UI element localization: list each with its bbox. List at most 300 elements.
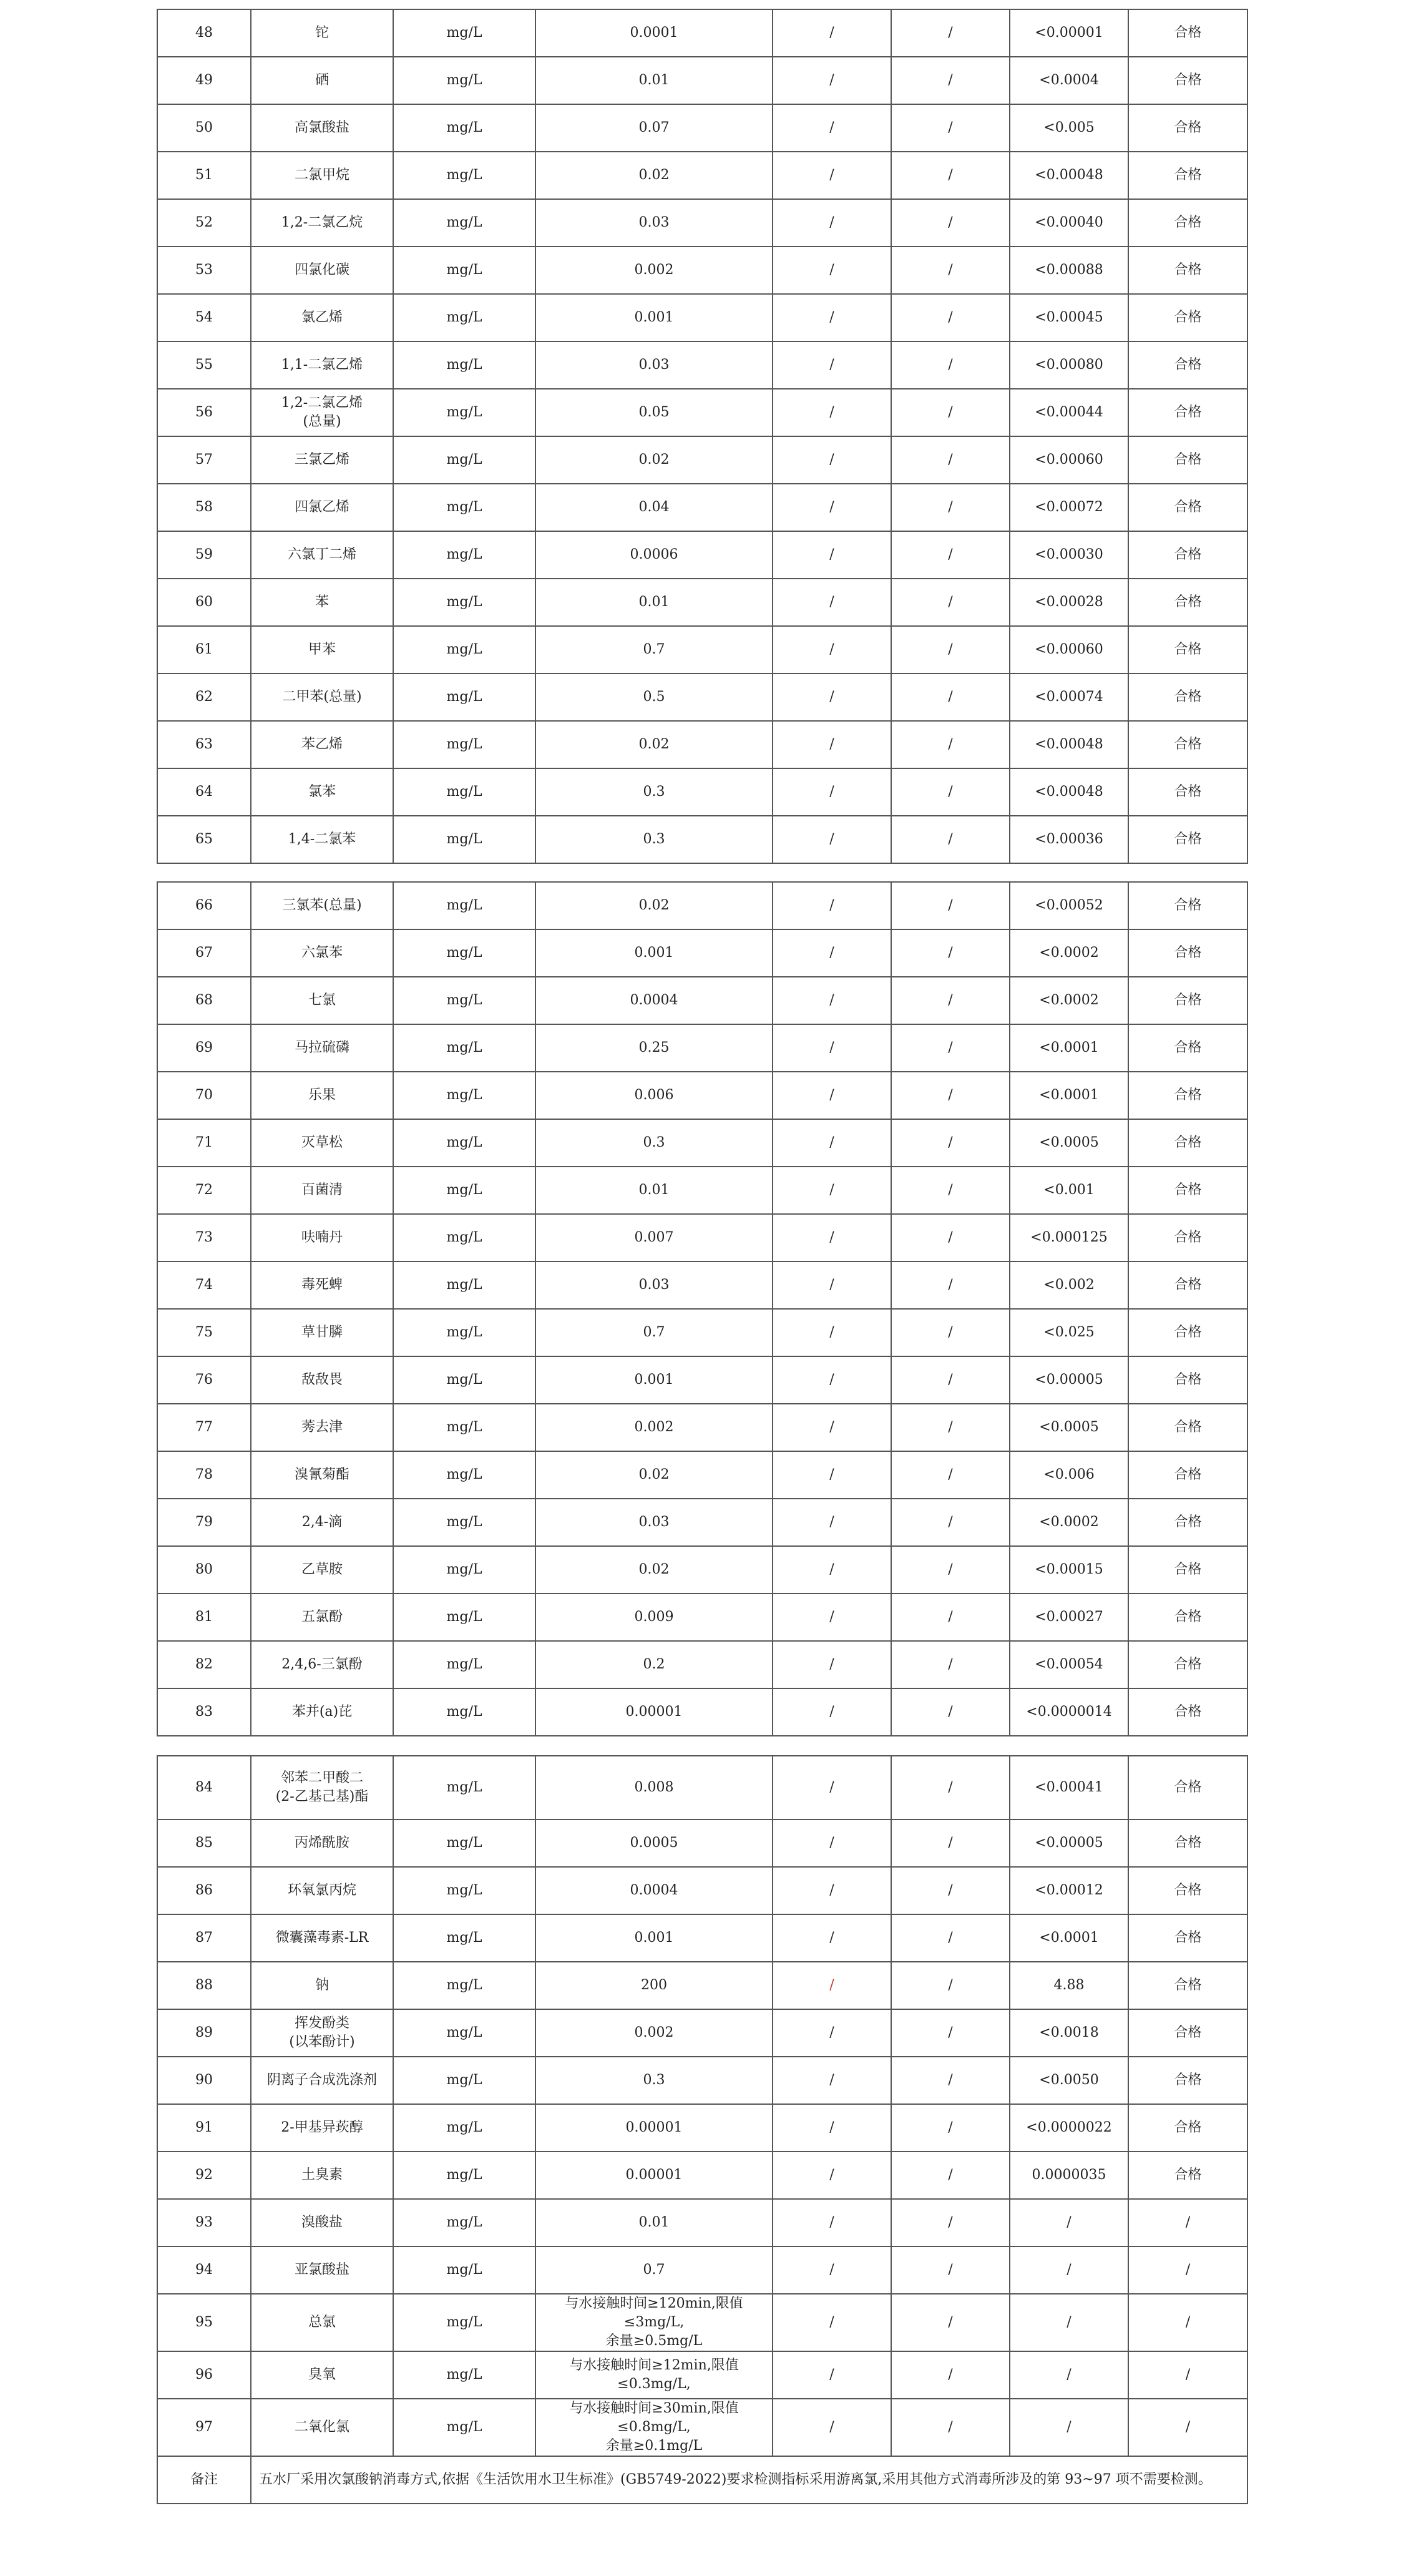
blank-col-a: /	[773, 1024, 891, 1072]
row-number: 58	[157, 484, 251, 531]
limit-value: 与水接触时间≥12min,限值≤0.3mg/L,	[535, 2351, 773, 2399]
row-number: 96	[157, 2351, 251, 2399]
item-name: 1,2-二氯乙烯 (总量)	[251, 389, 393, 436]
row-number: 70	[157, 1072, 251, 1119]
row-number: 63	[157, 721, 251, 768]
verdict: 合格	[1128, 2009, 1247, 2057]
limit-value: 0.03	[535, 341, 773, 389]
table-row	[157, 1756, 1247, 1819]
row-number: 80	[157, 1546, 251, 1594]
note-label: 备注	[157, 2456, 251, 2504]
item-name: 2,4,6-三氯酚	[251, 1641, 393, 1688]
test-result: <0.00048	[1010, 152, 1128, 199]
table-row	[157, 1214, 1247, 1261]
blank-col-a: /	[773, 1641, 891, 1688]
test-result: <0.005	[1010, 104, 1128, 152]
blank-col-a: /	[773, 626, 891, 673]
table-row	[157, 579, 1247, 626]
blank-col-b: /	[891, 1962, 1010, 2009]
unit: mg/L	[393, 1356, 535, 1404]
limit-value: 0.00001	[535, 1688, 773, 1736]
verdict: 合格	[1128, 247, 1247, 294]
item-name: 二氧化氯	[251, 2399, 393, 2456]
blank-col-b: /	[891, 341, 1010, 389]
limit-value: 0.007	[535, 1214, 773, 1261]
unit: mg/L	[393, 104, 535, 152]
unit: mg/L	[393, 1914, 535, 1962]
item-name: 2,4-滴	[251, 1499, 393, 1546]
unit: mg/L	[393, 816, 535, 863]
blank-col-b: /	[891, 1451, 1010, 1499]
blank-col-a: /	[773, 2246, 891, 2294]
table-row	[157, 1119, 1247, 1167]
unit: mg/L	[393, 389, 535, 436]
limit-value: 0.0006	[535, 531, 773, 579]
limit-value: 0.002	[535, 2009, 773, 2057]
verdict: 合格	[1128, 1546, 1247, 1594]
verdict: 合格	[1128, 1356, 1247, 1404]
blank-col-a: /	[773, 673, 891, 721]
table-row	[157, 199, 1247, 247]
unit: mg/L	[393, 1024, 535, 1072]
unit: mg/L	[393, 436, 535, 484]
blank-col-b: /	[891, 1024, 1010, 1072]
verdict: 合格	[1128, 1962, 1247, 2009]
blank-col-a: /	[773, 1451, 891, 1499]
test-result: <0.00012	[1010, 1867, 1128, 1914]
row-number: 82	[157, 1641, 251, 1688]
blank-col-b: /	[891, 1309, 1010, 1356]
test-result: <0.0002	[1010, 1499, 1128, 1546]
item-name: 甲苯	[251, 626, 393, 673]
limit-value: 0.3	[535, 768, 773, 816]
test-result: <0.00041	[1010, 1756, 1128, 1819]
blank-col-b: /	[891, 247, 1010, 294]
blank-col-b: /	[891, 1594, 1010, 1641]
verdict: 合格	[1128, 2104, 1247, 2152]
blank-col-a: /	[773, 1404, 891, 1451]
item-name: 丙烯酰胺	[251, 1819, 393, 1867]
blank-col-a: /	[773, 2009, 891, 2057]
item-name: 三氯乙烯	[251, 436, 393, 484]
unit: mg/L	[393, 1214, 535, 1261]
unit: mg/L	[393, 9, 535, 57]
table-row	[157, 673, 1247, 721]
unit: mg/L	[393, 2246, 535, 2294]
row-number: 69	[157, 1024, 251, 1072]
item-name: 邻苯二甲酸二 (2-乙基己基)酯	[251, 1756, 393, 1819]
table-row	[157, 977, 1247, 1024]
test-result: <0.0001	[1010, 1914, 1128, 1962]
limit-value: 0.3	[535, 2057, 773, 2104]
blank-col-a: /	[773, 389, 891, 436]
unit: mg/L	[393, 721, 535, 768]
row-number: 68	[157, 977, 251, 1024]
table-row	[157, 2152, 1247, 2199]
verdict: 合格	[1128, 1404, 1247, 1451]
limit-value: 0.02	[535, 1451, 773, 1499]
table-row	[157, 57, 1247, 104]
item-name: 六氯丁二烯	[251, 531, 393, 579]
test-result: /	[1010, 2399, 1128, 2456]
item-name: 微囊藻毒素-LR	[251, 1914, 393, 1962]
limit-value: 0.002	[535, 1404, 773, 1451]
test-result: <0.0001	[1010, 1072, 1128, 1119]
item-name: 臭氧	[251, 2351, 393, 2399]
table-row	[157, 341, 1247, 389]
unit: mg/L	[393, 1072, 535, 1119]
unit: mg/L	[393, 57, 535, 104]
test-result: <0.025	[1010, 1309, 1128, 1356]
blank-col-b: /	[891, 721, 1010, 768]
test-result: 0.0000035	[1010, 2152, 1128, 2199]
row-number: 91	[157, 2104, 251, 2152]
blank-col-b: /	[891, 57, 1010, 104]
note-text: 五水厂采用次氯酸钠消毒方式,依据《生活饮用水卫生标准》(GB5749-2022)要求检测指标采用游离氯,采用其他方式消毒所涉及的第 93~97 项不需要检测。	[251, 2456, 1247, 2504]
blank-col-b: /	[891, 1688, 1010, 1736]
verdict: 合格	[1128, 929, 1247, 977]
limit-value: 0.04	[535, 484, 773, 531]
test-result: <0.00072	[1010, 484, 1128, 531]
limit-value: 0.02	[535, 721, 773, 768]
blank-col-a: /	[773, 1214, 891, 1261]
verdict: 合格	[1128, 1867, 1247, 1914]
row-number: 59	[157, 531, 251, 579]
table-row	[157, 2351, 1247, 2399]
blank-col-b: /	[891, 9, 1010, 57]
test-result: <0.0005	[1010, 1119, 1128, 1167]
blank-col-b: /	[891, 484, 1010, 531]
table-row	[157, 2009, 1247, 2057]
verdict: 合格	[1128, 1641, 1247, 1688]
table-row	[157, 436, 1247, 484]
limit-value: 0.00001	[535, 2104, 773, 2152]
item-name: 铊	[251, 9, 393, 57]
verdict: 合格	[1128, 673, 1247, 721]
blank-col-a: /	[773, 199, 891, 247]
limit-value: 0.008	[535, 1756, 773, 1819]
row-number: 52	[157, 199, 251, 247]
unit: mg/L	[393, 199, 535, 247]
test-result: <0.000125	[1010, 1214, 1128, 1261]
row-number: 79	[157, 1499, 251, 1546]
table-row	[157, 2246, 1247, 2294]
item-name: 乐果	[251, 1072, 393, 1119]
test-result: <0.00030	[1010, 531, 1128, 579]
limit-value: 0.0005	[535, 1819, 773, 1867]
test-result: <0.00060	[1010, 626, 1128, 673]
blank-col-a: /	[773, 1499, 891, 1546]
blank-col-b: /	[891, 882, 1010, 929]
table-row	[157, 2294, 1247, 2351]
blank-col-b: /	[891, 768, 1010, 816]
unit: mg/L	[393, 1641, 535, 1688]
limit-value: 0.3	[535, 1119, 773, 1167]
blank-col-b: /	[891, 152, 1010, 199]
limit-value: 与水接触时间≥120min,限值≤3mg/L, 余量≥0.5mg/L	[535, 2294, 773, 2351]
limit-value: 0.7	[535, 2246, 773, 2294]
unit: mg/L	[393, 1962, 535, 2009]
verdict: 合格	[1128, 882, 1247, 929]
limit-value: 0.25	[535, 1024, 773, 1072]
blank-col-b: /	[891, 1214, 1010, 1261]
table-body	[157, 882, 1247, 1736]
blank-col-b: /	[891, 929, 1010, 977]
item-name: 高氯酸盐	[251, 104, 393, 152]
test-result: /	[1010, 2294, 1128, 2351]
item-name: 2-甲基异莰醇	[251, 2104, 393, 2152]
blank-col-a: /	[773, 768, 891, 816]
unit: mg/L	[393, 2399, 535, 2456]
table-body	[157, 1756, 1247, 2504]
blank-col-a: /	[773, 2351, 891, 2399]
blank-col-a: /	[773, 1914, 891, 1962]
row-number: 90	[157, 2057, 251, 2104]
row-number: 64	[157, 768, 251, 816]
blank-col-b: /	[891, 1756, 1010, 1819]
verdict: /	[1128, 2294, 1247, 2351]
item-name: 六氯苯	[251, 929, 393, 977]
table-row	[157, 1356, 1247, 1404]
blank-col-b: /	[891, 1167, 1010, 1214]
verdict: 合格	[1128, 389, 1247, 436]
verdict: 合格	[1128, 1914, 1247, 1962]
note-row	[157, 2456, 1247, 2504]
test-result: <0.002	[1010, 1261, 1128, 1309]
results-table-part-2	[157, 881, 1248, 1736]
table-row	[157, 2057, 1247, 2104]
item-name: 1,1-二氯乙烯	[251, 341, 393, 389]
row-number: 89	[157, 2009, 251, 2057]
row-number: 48	[157, 9, 251, 57]
limit-value: 与水接触时间≥30min,限值≤0.8mg/L, 余量≥0.1mg/L	[535, 2399, 773, 2456]
table-row	[157, 2399, 1247, 2456]
blank-col-a: /	[773, 882, 891, 929]
item-name: 敌敌畏	[251, 1356, 393, 1404]
blank-col-a: /	[773, 57, 891, 104]
limit-value: 0.01	[535, 1167, 773, 1214]
verdict: 合格	[1128, 436, 1247, 484]
table-body	[157, 9, 1247, 863]
row-number: 60	[157, 579, 251, 626]
test-result: <0.006	[1010, 1451, 1128, 1499]
results-table-part-1	[157, 9, 1248, 864]
row-number: 95	[157, 2294, 251, 2351]
row-number: 75	[157, 1309, 251, 1356]
test-result: <0.00048	[1010, 721, 1128, 768]
row-number: 61	[157, 626, 251, 673]
table-row	[157, 104, 1247, 152]
unit: mg/L	[393, 1594, 535, 1641]
blank-col-b: /	[891, 2294, 1010, 2351]
item-name: 挥发酚类 (以苯酚计)	[251, 2009, 393, 2057]
blank-col-a: /	[773, 579, 891, 626]
test-result: <0.0050	[1010, 2057, 1128, 2104]
limit-value: 0.7	[535, 1309, 773, 1356]
unit: mg/L	[393, 152, 535, 199]
row-number: 62	[157, 673, 251, 721]
unit: mg/L	[393, 2057, 535, 2104]
unit: mg/L	[393, 341, 535, 389]
unit: mg/L	[393, 929, 535, 977]
unit: mg/L	[393, 626, 535, 673]
unit: mg/L	[393, 484, 535, 531]
test-result: <0.0004	[1010, 57, 1128, 104]
blank-col-a: /	[773, 1867, 891, 1914]
unit: mg/L	[393, 1867, 535, 1914]
limit-value: 0.03	[535, 199, 773, 247]
limit-value: 0.002	[535, 247, 773, 294]
table-row	[157, 531, 1247, 579]
limit-value: 0.03	[535, 1499, 773, 1546]
test-result: <0.00015	[1010, 1546, 1128, 1594]
row-number: 51	[157, 152, 251, 199]
verdict: 合格	[1128, 484, 1247, 531]
blank-col-b: /	[891, 1499, 1010, 1546]
verdict: /	[1128, 2351, 1247, 2399]
results-table-part-3	[157, 1755, 1248, 2504]
test-result: <0.0002	[1010, 929, 1128, 977]
item-name: 四氯乙烯	[251, 484, 393, 531]
blank-col-b: /	[891, 2351, 1010, 2399]
verdict: 合格	[1128, 1024, 1247, 1072]
blank-col-b: /	[891, 1356, 1010, 1404]
blank-col-a: /	[773, 1261, 891, 1309]
table-row	[157, 1261, 1247, 1309]
table-row	[157, 768, 1247, 816]
unit: mg/L	[393, 977, 535, 1024]
row-number: 66	[157, 882, 251, 929]
item-name: 阴离子合成洗涤剂	[251, 2057, 393, 2104]
blank-col-b: /	[891, 1819, 1010, 1867]
blank-col-a: /	[773, 247, 891, 294]
test-result: <0.0001	[1010, 1024, 1128, 1072]
verdict: 合格	[1128, 768, 1247, 816]
blank-col-a: /	[773, 104, 891, 152]
test-result: <0.0005	[1010, 1404, 1128, 1451]
limit-value: 200	[535, 1962, 773, 2009]
test-result: <0.00080	[1010, 341, 1128, 389]
item-name: 环氧氯丙烷	[251, 1867, 393, 1914]
limit-value: 0.01	[535, 579, 773, 626]
table-row	[157, 1962, 1247, 2009]
limit-value: 0.001	[535, 294, 773, 341]
table-row	[157, 816, 1247, 863]
row-number: 97	[157, 2399, 251, 2456]
item-name: 二氯甲烷	[251, 152, 393, 199]
row-number: 57	[157, 436, 251, 484]
unit: mg/L	[393, 1451, 535, 1499]
unit: mg/L	[393, 247, 535, 294]
table-row	[157, 1451, 1247, 1499]
blank-col-b: /	[891, 1867, 1010, 1914]
row-number: 76	[157, 1356, 251, 1404]
item-name: 七氯	[251, 977, 393, 1024]
limit-value: 0.5	[535, 673, 773, 721]
blank-col-b: /	[891, 1546, 1010, 1594]
verdict: 合格	[1128, 294, 1247, 341]
row-number: 55	[157, 341, 251, 389]
limit-value: 0.001	[535, 929, 773, 977]
limit-value: 0.02	[535, 1546, 773, 1594]
unit: mg/L	[393, 1756, 535, 1819]
limit-value: 0.006	[535, 1072, 773, 1119]
blank-col-b: /	[891, 2057, 1010, 2104]
test-result: <0.00044	[1010, 389, 1128, 436]
row-number: 78	[157, 1451, 251, 1499]
blank-col-a: /	[773, 1819, 891, 1867]
row-number: 85	[157, 1819, 251, 1867]
table-row	[157, 1819, 1247, 1867]
unit: mg/L	[393, 1309, 535, 1356]
row-number: 86	[157, 1867, 251, 1914]
unit: mg/L	[393, 579, 535, 626]
unit: mg/L	[393, 2009, 535, 2057]
row-number: 67	[157, 929, 251, 977]
test-result: <0.0002	[1010, 977, 1128, 1024]
blank-col-b: /	[891, 2009, 1010, 2057]
item-name: 1,4-二氯苯	[251, 816, 393, 863]
verdict: 合格	[1128, 57, 1247, 104]
test-result: /	[1010, 2199, 1128, 2246]
verdict: 合格	[1128, 1819, 1247, 1867]
blank-col-b: /	[891, 104, 1010, 152]
test-result: <0.00052	[1010, 882, 1128, 929]
item-name: 钠	[251, 1962, 393, 2009]
table-row	[157, 1641, 1247, 1688]
row-number: 87	[157, 1914, 251, 1962]
table-row	[157, 1072, 1247, 1119]
item-name: 亚氯酸盐	[251, 2246, 393, 2294]
limit-value: 0.3	[535, 816, 773, 863]
blank-col-b: /	[891, 2199, 1010, 2246]
limit-value: 0.05	[535, 389, 773, 436]
item-name: 毒死蜱	[251, 1261, 393, 1309]
verdict: 合格	[1128, 1072, 1247, 1119]
item-name: 马拉硫磷	[251, 1024, 393, 1072]
limit-value: 0.009	[535, 1594, 773, 1641]
limit-value: 0.01	[535, 57, 773, 104]
blank-col-b: /	[891, 2104, 1010, 2152]
unit: mg/L	[393, 2351, 535, 2399]
table-row	[157, 1167, 1247, 1214]
test-result: <0.00088	[1010, 247, 1128, 294]
test-result: /	[1010, 2351, 1128, 2399]
blank-col-a: /	[773, 816, 891, 863]
item-name: 二甲苯(总量)	[251, 673, 393, 721]
verdict: 合格	[1128, 2057, 1247, 2104]
verdict: 合格	[1128, 104, 1247, 152]
table-row	[157, 2104, 1247, 2152]
item-name: 呋喃丹	[251, 1214, 393, 1261]
row-number: 92	[157, 2152, 251, 2199]
verdict: 合格	[1128, 721, 1247, 768]
table-row	[157, 626, 1247, 673]
item-name: 四氯化碳	[251, 247, 393, 294]
limit-value: 0.001	[535, 1914, 773, 1962]
blank-col-a: /	[773, 1962, 891, 2009]
verdict: 合格	[1128, 1214, 1247, 1261]
verdict: 合格	[1128, 1688, 1247, 1736]
unit: mg/L	[393, 673, 535, 721]
row-number: 77	[157, 1404, 251, 1451]
blank-col-a: /	[773, 2057, 891, 2104]
row-number: 50	[157, 104, 251, 152]
verdict: 合格	[1128, 1309, 1247, 1356]
blank-col-b: /	[891, 1119, 1010, 1167]
blank-col-b: /	[891, 816, 1010, 863]
item-name: 莠去津	[251, 1404, 393, 1451]
